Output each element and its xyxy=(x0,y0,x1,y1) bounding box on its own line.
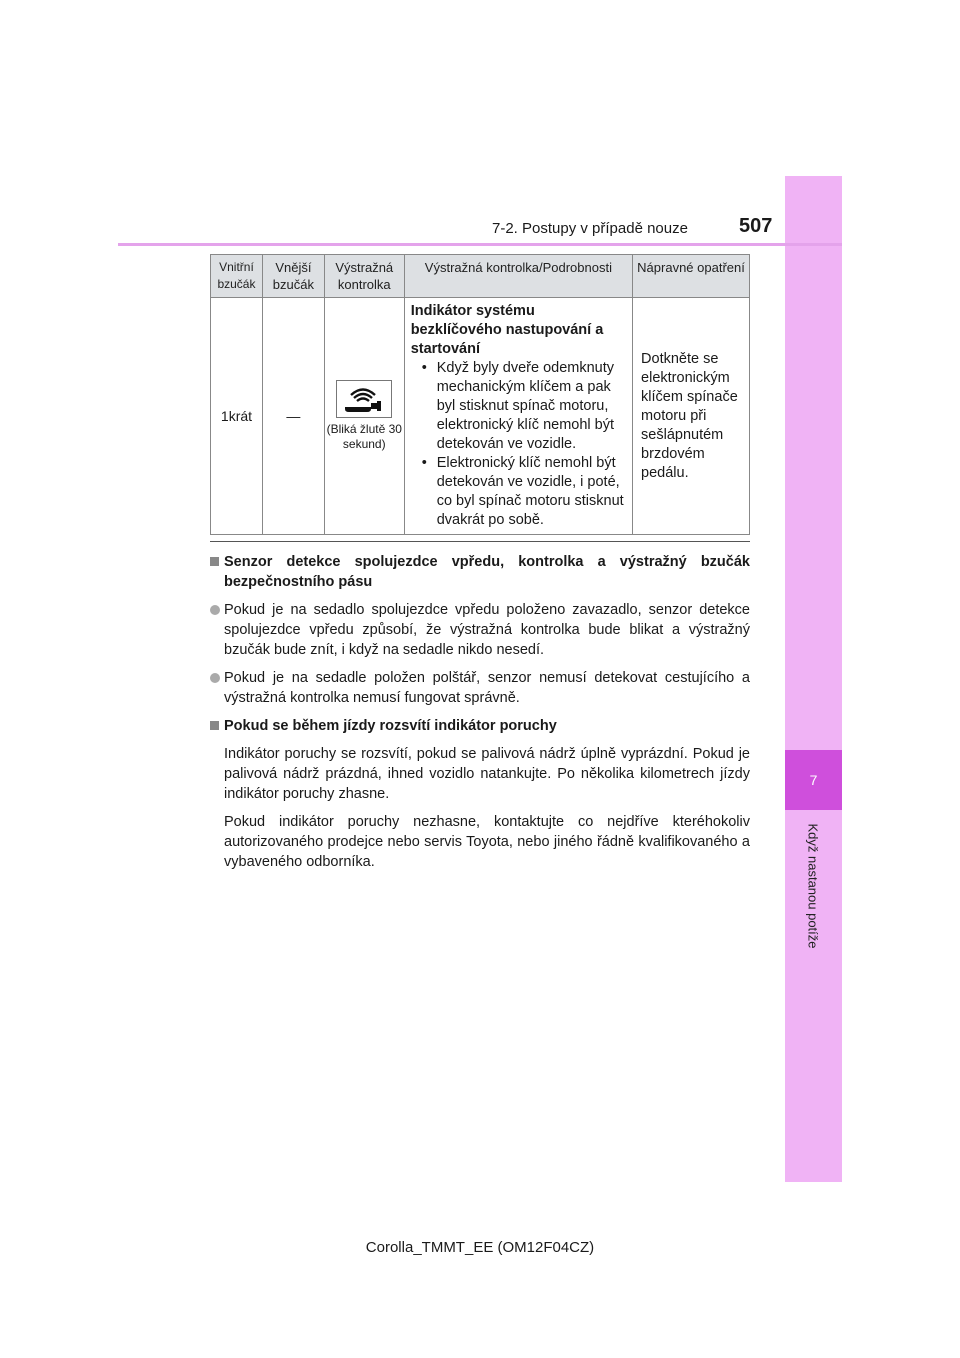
col-header-remedy: Nápravné opatření xyxy=(633,255,750,298)
cell-internal-buzzer: 1krát xyxy=(211,298,263,535)
side-tab xyxy=(785,176,842,1182)
detail-bullet: • Když byly dveře odemknuty mechanickým klíčem a pak byl stisknut spínač motoru, elektronický klíč nemohl být detekován ve vozidle. xyxy=(417,359,626,454)
footer: Corolla_TMMT_EE (OM12F04CZ) xyxy=(365,1239,595,1256)
detail-title: Indikátor systému bezklíčového nastupování a startování xyxy=(410,303,604,357)
note-bullet: Pokud je na sedadle položen polštář, senzor nemusí detekovat cestujícího a výstražná kontrolka nemusí fungovat správně. xyxy=(210,668,750,708)
circle-bullet-icon xyxy=(210,605,220,615)
cell-details xyxy=(404,298,632,535)
page-number: 507 xyxy=(739,215,773,237)
note-paragraph: Indikátor poruchy se rozsvítí, pokud se palivová nádrž úplně vyprázdní. Pokud je palivová nádrž prázdná, ihned vozidlo natankujte. Po několika kilometrech jízdy indikátor poruchy zhasne. xyxy=(224,746,750,802)
note-heading: Pokud se během jízdy rozsvítí indikátor poruchy xyxy=(210,716,750,736)
cell-remedy: Dotkněte se elektronickým klíčem spínače motoru při sešlápnutém brzdovém pedálu. xyxy=(633,298,750,535)
square-bullet-icon xyxy=(210,721,219,730)
note-paragraph: Pokud indikátor poruchy nezhasne, kontaktujte co nejdříve kteréhokoliv autorizovaného prodejce nebo servis Toyota, nebo jiného řádně kvalifikovaného a vybaveného odborníka. xyxy=(224,814,750,870)
detail-bullet: • Elektronický klíč nemohl být detekován ve vozidle, i poté, co byl spínač motoru stisknut dvakrát po sobě. xyxy=(417,454,626,530)
cell-external-buzzer: — xyxy=(262,298,324,535)
notes-content xyxy=(210,552,750,880)
table-row xyxy=(211,298,750,535)
warning-light-caption: (Bliká žlutě 30 sekund) xyxy=(326,422,402,451)
warning-table xyxy=(210,254,750,535)
smart-key-indicator-icon xyxy=(336,380,392,418)
section-divider xyxy=(210,541,750,542)
col-header-external-buzzer: Vnější bzučák xyxy=(262,255,324,298)
col-header-internal-buzzer: Vnitřní bzučák xyxy=(211,255,263,298)
table-header-row xyxy=(211,255,750,298)
square-bullet-icon xyxy=(210,557,219,566)
cell-warning-light xyxy=(324,298,404,535)
col-header-details: Výstražná kontrolka/Podrobnosti xyxy=(404,255,632,298)
chapter-number: 7 xyxy=(785,750,842,810)
note-bullet: Pokud je na sedadlo spolujezdce vpředu položeno zavazadlo, senzor detekce spolujezdce vpředu způsobí, že výstražná kontrolka bude blikat a výstražný bzučák bude znít, i když na sedadle nikdo nesedí. xyxy=(210,600,750,660)
chapter-label: Když nastanou potíže xyxy=(805,823,821,949)
circle-bullet-icon xyxy=(210,673,220,683)
section-title: 7-2. Postupy v případě nouze xyxy=(492,220,688,237)
col-header-warning-light: Výstražná kontrolka xyxy=(324,255,404,298)
header-line xyxy=(118,243,842,246)
note-heading: Senzor detekce spolujezdce vpředu, kontrolka a výstražný bzučák bezpečnostního pásu xyxy=(210,552,750,592)
